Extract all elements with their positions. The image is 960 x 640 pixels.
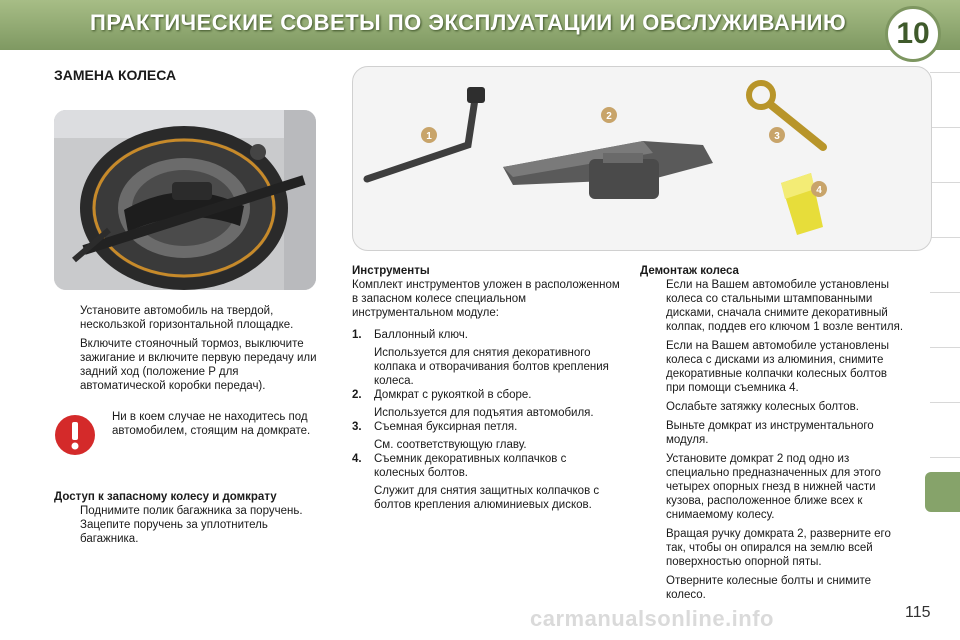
tab-divider bbox=[930, 127, 960, 128]
list-item bbox=[640, 339, 906, 395]
tools-heading: Инструменты bbox=[352, 265, 430, 277]
list-item bbox=[640, 452, 906, 522]
removal-heading: Демонтаж колеса bbox=[640, 265, 739, 277]
left-column bbox=[54, 304, 322, 398]
spare-wheel-photo bbox=[54, 110, 316, 290]
removal-section bbox=[640, 264, 906, 607]
tool-name: Домкрат с рукояткой в сборе. bbox=[374, 389, 532, 401]
list-item bbox=[640, 400, 906, 414]
page-header bbox=[0, 0, 960, 50]
spare-wheel-illustration bbox=[54, 110, 316, 290]
tool-description: Используется для подъятия автомобиля. bbox=[374, 407, 594, 419]
chapter-badge: 10 bbox=[885, 6, 941, 62]
watermark: carmanualsonline.info bbox=[530, 606, 774, 631]
list-item bbox=[54, 504, 322, 546]
tab-divider bbox=[930, 292, 960, 293]
list-item-text: Установите автомобиль на твердой, нескользкой горизонтальной площадке. bbox=[80, 305, 294, 331]
section-title: ЗАМЕНА КОЛЕСА bbox=[54, 67, 177, 83]
list-item-text: Ослабьте затяжку колесных болтов. bbox=[666, 401, 859, 413]
tool-description: Используется для снятия декоративного колпака и отворачивания болтов крепления колеса. bbox=[374, 347, 609, 387]
tool-name: Съемная буксирная петля. bbox=[374, 421, 518, 433]
tool-description: Служит для снятия защитных колпачков с болтов крепления алюминиевых дисков. bbox=[374, 485, 600, 511]
list-item-text: Поднимите полик багажника за поручень. Зацепите поручень за уплотнитель багажника. bbox=[80, 505, 303, 545]
callout-3: 3 bbox=[774, 131, 780, 142]
tool-item bbox=[352, 328, 620, 342]
tools-illustration bbox=[353, 67, 931, 250]
list-item bbox=[640, 419, 906, 447]
list-item-text: Включите стояночный тормоз, выключите зажигание и включите первую передачу или задний ход (положение P для автоматической коробки передач). bbox=[80, 338, 317, 392]
list-item-text: Выньте домкрат из инструментального модуля. bbox=[666, 420, 874, 446]
list-item-text: Установите домкрат 2 под одно из специально предназначенных для этого четырех опорных гнезд в нижней части кузова, расположенное ближе всех к снимаемому колесу. bbox=[666, 453, 881, 521]
page-number: 115 bbox=[905, 604, 931, 621]
tab-divider bbox=[930, 237, 960, 238]
tool-number: 3. bbox=[352, 421, 362, 433]
callout-4: 4 bbox=[816, 185, 822, 196]
header-title: ПРАКТИЧЕСКИЕ СОВЕТЫ ПО ЭКСПЛУАТАЦИИ И ОБСЛУЖИВАНИЮ bbox=[90, 10, 847, 35]
tool-name: Баллонный ключ. bbox=[374, 329, 468, 341]
tool-item bbox=[352, 388, 620, 402]
list-item-text: Если на Вашем автомобиле установлены колеса со стальными штампованными дисками, сначала снимите декоративный колпак, поддев его ключом 1 возле вентиля. bbox=[666, 279, 904, 333]
list-item-text: Вращая ручку домкрата 2, разверните его так, чтобы он опирался на землю всей поверхностью опорной пяты. bbox=[666, 528, 891, 568]
tab-divider bbox=[930, 182, 960, 183]
tab-divider bbox=[930, 72, 960, 73]
tool-name: Съемник декоративных колпачков с колесных болтов. bbox=[374, 453, 567, 479]
list-item bbox=[640, 278, 906, 334]
warning-box bbox=[54, 410, 320, 470]
list-item bbox=[640, 527, 906, 569]
tab-divider bbox=[930, 457, 960, 458]
tool-item bbox=[352, 420, 620, 434]
callout-1: 1 bbox=[426, 131, 432, 142]
access-section bbox=[54, 490, 322, 551]
access-heading: Доступ к запасному колесу и домкрату bbox=[54, 491, 277, 503]
list-item-text: Отверните колесные болты и снимите колесо. bbox=[666, 575, 872, 601]
tab-divider bbox=[930, 402, 960, 403]
tool-description: См. соответствующую главу. bbox=[374, 439, 527, 451]
tools-section bbox=[352, 264, 620, 512]
list-item bbox=[54, 337, 322, 393]
list-item bbox=[54, 304, 322, 332]
list-item-text: Если на Вашем автомобиле установлены колеса с дисками из алюминия, снимите декоративные колпачки колесных болтов при помощи съемника 4. bbox=[666, 340, 889, 394]
tool-number: 2. bbox=[352, 389, 362, 401]
tools-intro: Комплект инструментов уложен в расположенном в запасном колесе специальном инструментальном модуле: bbox=[352, 279, 620, 319]
warning-text: Ни в коем случае не находитесь под автомобилем, стоящим на домкрате. bbox=[112, 411, 311, 437]
tool-number: 1. bbox=[352, 329, 362, 341]
tab-divider bbox=[930, 347, 960, 348]
tool-item bbox=[352, 452, 620, 480]
tools-illustration-panel bbox=[352, 66, 932, 251]
callout-2: 2 bbox=[606, 111, 612, 122]
tool-number: 4. bbox=[352, 453, 362, 465]
list-item bbox=[640, 574, 906, 602]
warning-icon bbox=[54, 414, 96, 456]
chapter-tab-active[interactable] bbox=[925, 472, 960, 512]
